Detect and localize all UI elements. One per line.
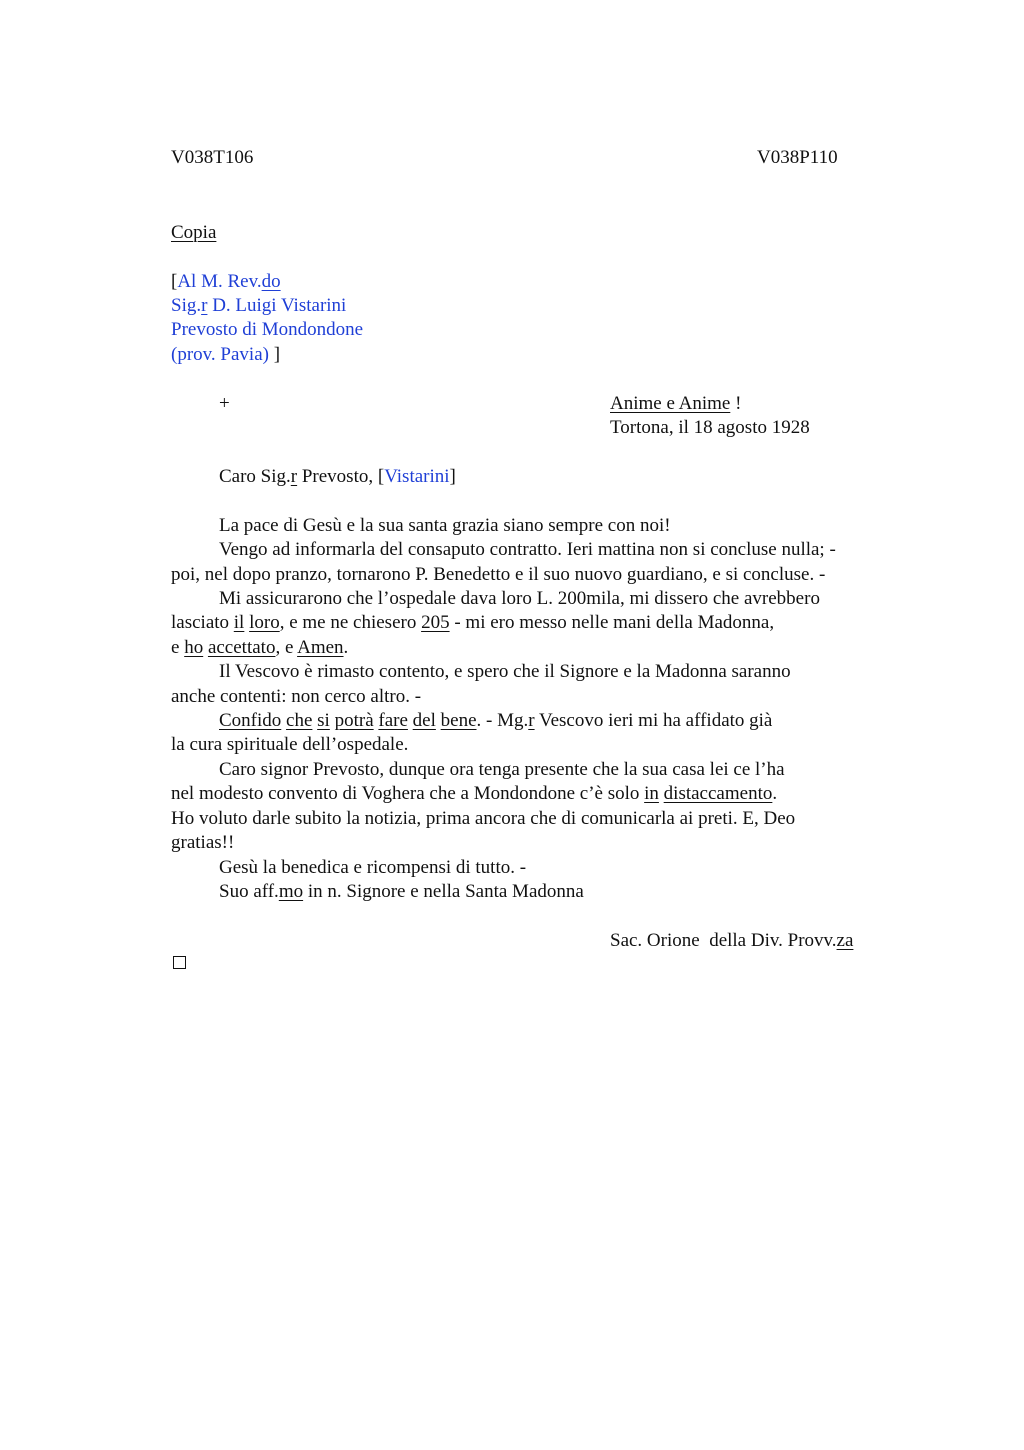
motto <box>610 392 741 416</box>
body-line-12 <box>171 782 777 806</box>
l5-a: lasciato <box>171 612 234 633</box>
l6-accettato: accettato <box>207 637 276 658</box>
body-line-16 <box>219 880 584 904</box>
body-line-7: Il Vescovo è rimasto contento, e spero che il Signore e la Madonna saranno <box>219 661 791 682</box>
salutation-c: Prevosto, [ <box>297 466 385 487</box>
l5-205: 205 <box>421 612 450 633</box>
l16-mo: mo <box>278 881 304 902</box>
body-line-3: poi, nel dopo pranzo, tornarono P. Benedetto e il suo nuovo guardiano, e si concluse. - <box>171 564 826 585</box>
address-title-abbrev: do <box>261 271 281 292</box>
l9-w2: che <box>286 710 313 731</box>
address-sig: Sig. <box>171 295 202 316</box>
address-line-4 <box>171 343 280 367</box>
address-line-2 <box>171 294 346 318</box>
l9-w4: potrà <box>334 710 374 731</box>
body-line-4: Mi assicurarono che l’ospedale dava loro L. 200mila, mi dissero che avrebbero <box>219 588 820 609</box>
l12-distaccamento: distaccamento <box>663 783 773 804</box>
l9-a: . - Mg. <box>476 710 529 731</box>
l9-w3: si <box>317 710 330 731</box>
signature <box>610 929 853 953</box>
l12-in: in <box>644 783 659 804</box>
motto-text: Anime e Anime <box>610 393 731 414</box>
l9-w5: fare <box>378 710 408 731</box>
l9-w7: bene <box>440 710 477 731</box>
l12-e: . <box>772 783 778 804</box>
motto-exclaim: ! <box>730 393 742 414</box>
copy-label: Copia <box>171 222 217 243</box>
salutation-e: ] <box>449 466 456 487</box>
left-code: V038T106 <box>171 147 254 168</box>
salutation <box>219 465 456 489</box>
l6-g: . <box>343 637 349 658</box>
body-line-10: la cura spirituale dell’ospedale. <box>171 734 409 755</box>
address-line-1 <box>171 270 281 294</box>
address-name: D. Luigi Vistarini <box>207 295 347 316</box>
address-sig-abbrev: r <box>201 295 208 316</box>
l5-g: - mi ero messo nelle mani della Madonna, <box>449 612 775 633</box>
salutation-name: Vistarini <box>384 466 450 487</box>
signature-text: Sac. Orione della Div. Provv. <box>610 930 837 951</box>
l9-abbrev: r <box>528 710 535 731</box>
address-bracket: [ <box>171 271 178 292</box>
l5-il: il <box>233 612 245 633</box>
salutation-abbrev: r <box>290 466 298 487</box>
end-square-icon <box>173 956 186 969</box>
cross-mark: + <box>219 393 230 414</box>
l9-w1: Confido <box>219 710 282 731</box>
l6-a: e <box>171 637 185 658</box>
signature-abbrev: za <box>836 930 854 951</box>
body-line-9 <box>219 709 772 733</box>
l5-e: , e me ne chiesero <box>279 612 422 633</box>
body-line-1: La pace di Gesù e la sua santa grazia siano sempre con noi! <box>219 515 671 536</box>
l9-c: Vescovo ieri mi ha affidato già <box>534 710 773 731</box>
body-line-6 <box>171 636 348 660</box>
body-line-2: Vengo ad informarla del consaputo contratto. Ieri mattina non si concluse nulla; - <box>219 539 836 560</box>
body-line-8: anche contenti: non cerco altro. - <box>171 686 422 707</box>
address-line-3: Prevosto di Mondondone <box>171 319 364 340</box>
body-line-13: Ho voluto darle subito la notizia, prima ancora che di comunicarla ai preti. E, Deo <box>171 808 796 829</box>
dateline: Tortona, il 18 agosto 1928 <box>610 417 810 438</box>
address-title: Al M. Rev. <box>177 271 262 292</box>
l5-loro: loro <box>249 612 280 633</box>
body-line-11: Caro signor Prevosto, dunque ora tenga presente che la sua casa lei ce l’ha <box>219 759 785 780</box>
salutation-a: Caro Sig. <box>219 466 291 487</box>
body-line-5 <box>171 611 774 635</box>
l16-c: in n. Signore e nella Santa Madonna <box>303 881 584 902</box>
right-code: V038P110 <box>757 147 838 168</box>
address-bracket-close: ] <box>268 344 281 365</box>
l12-a: nel modesto convento di Voghera che a Mondondone c’è solo <box>171 783 645 804</box>
body-line-14: gratias!! <box>171 832 235 853</box>
address-province: (prov. Pavia) <box>171 344 269 365</box>
l9-w6: del <box>412 710 436 731</box>
l16-a: Suo aff. <box>219 881 279 902</box>
body-line-15: Gesù la benedica e ricompensi di tutto. - <box>219 857 527 878</box>
l6-ho: ho <box>184 637 204 658</box>
l6-e: , e <box>275 637 298 658</box>
l6-amen: Amen <box>297 637 344 658</box>
